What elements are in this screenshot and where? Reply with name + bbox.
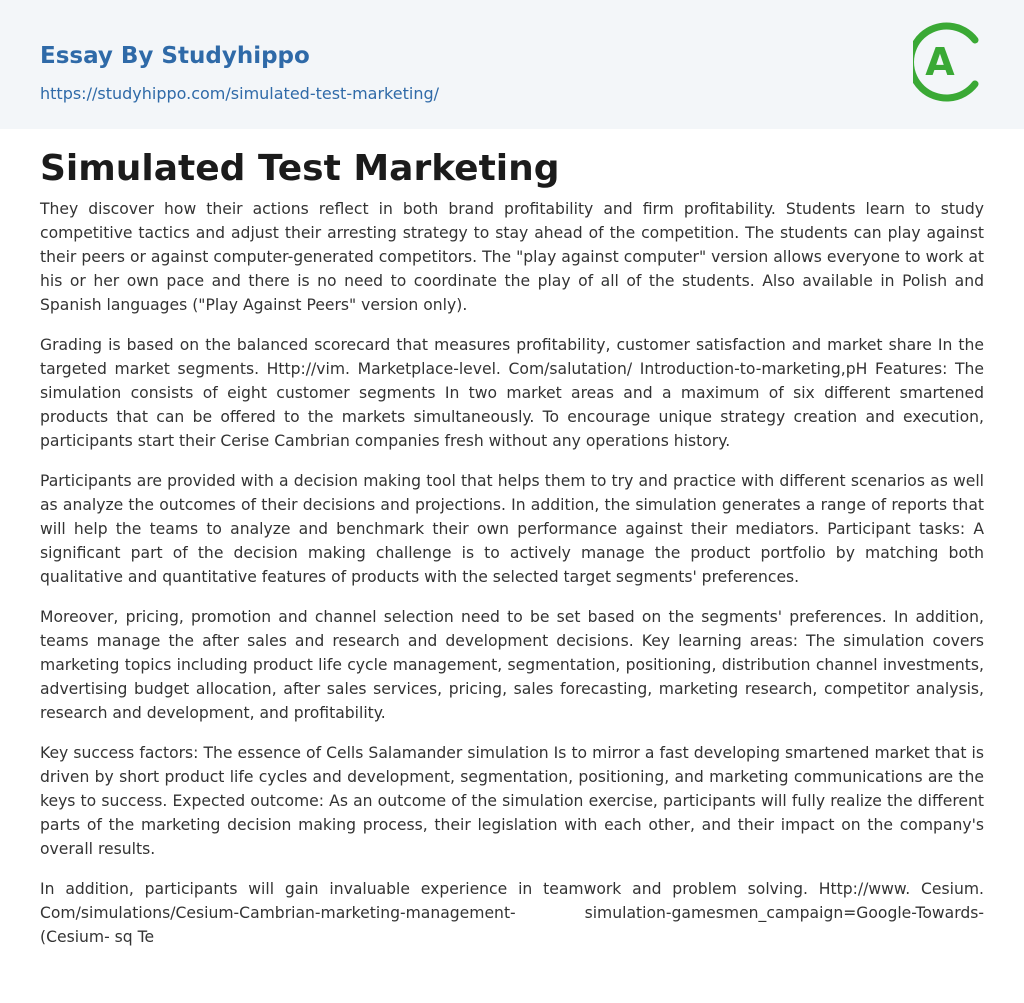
essay-url-link[interactable]: https://studyhippo.com/simulated-test-marketing/ xyxy=(40,84,439,103)
paragraph: Participants are provided with a decision making tool that helps them to try and practice with different scenarios as well as analyze the outcomes of their decisions and projections. In addition, the simulation generates a range of reports that will help the teams to analyze and benchmark their own performance against their mediators. Participant tasks: A significant part of the decision making challenge is to actively manage the product portfolio by matching both qualitative and quantitative features of products with the selected target segments' preferences. xyxy=(40,472,984,586)
page-title: Simulated Test Marketing xyxy=(40,148,560,189)
paragraph: Key success factors: The essence of Cells Salamander simulation Is to mirror a fast developing smartened market that is driven by short product life cycles and development, segmentation, positioning, and marketing communications are the keys to success. Expected outcome: As an outcome of the simulation exercise, participants will fully realize the different parts of the marketing decision making process, their legislation with each other, and their impact on the company's overall results. xyxy=(40,744,984,858)
paragraph: Grading is based on the balanced scorecard that measures profitability, customer satisfaction and market share In the targeted market segments. Http://vim. Marketplace-level. Com/salutation/ Introduction-to-marketing,pH Features: The simulation consists of eight customer segments In two market areas and a maximum of six different smartened products that can be offered to the markets simultaneously. To encourage unique strategy creation and execution, participants start their Cerise Cambrian companies fresh without any operations history. xyxy=(40,336,984,450)
logo-letter: A xyxy=(925,40,955,84)
paragraph: They discover how their actions reflect in both brand profitability and firm profitability. Students learn to study competitive tactics and adjust their arresting strategy to stay ahead of the competition. The students can play against their peers or against computer-generated competitors. The "play against computer" version allows everyone to work at his or her own pace and there is no need to coordinate the play of all of the students. Also available in Polish and Spanish languages ("Play Against Peers" version only). xyxy=(40,200,984,314)
paragraph: In addition, participants will gain invaluable experience in teamwork and problem solving. Http://www. Cesium. Com/simulations/Cesium-Cambrian-marketing-management- simulation-gamesmen_campaign=Google-Towards-(Cesium- sq Te xyxy=(40,880,984,946)
brand-name[interactable]: Essay By Studyhippo xyxy=(40,43,310,69)
site-header xyxy=(0,0,1024,129)
studyhippo-logo-icon[interactable] xyxy=(913,18,987,106)
paragraph: Moreover, pricing, promotion and channel selection need to be set based on the segments' preferences. In addition, teams manage the after sales and research and development decisions. Key learning areas: The simulation covers marketing topics including product life cycle management, segmentation, positioning, distribution channel investments, advertising budget allocation, after sales services, pricing, sales forecasting, marketing research, competitor analysis, research and development, and profitability. xyxy=(40,608,984,722)
article xyxy=(0,129,1024,949)
